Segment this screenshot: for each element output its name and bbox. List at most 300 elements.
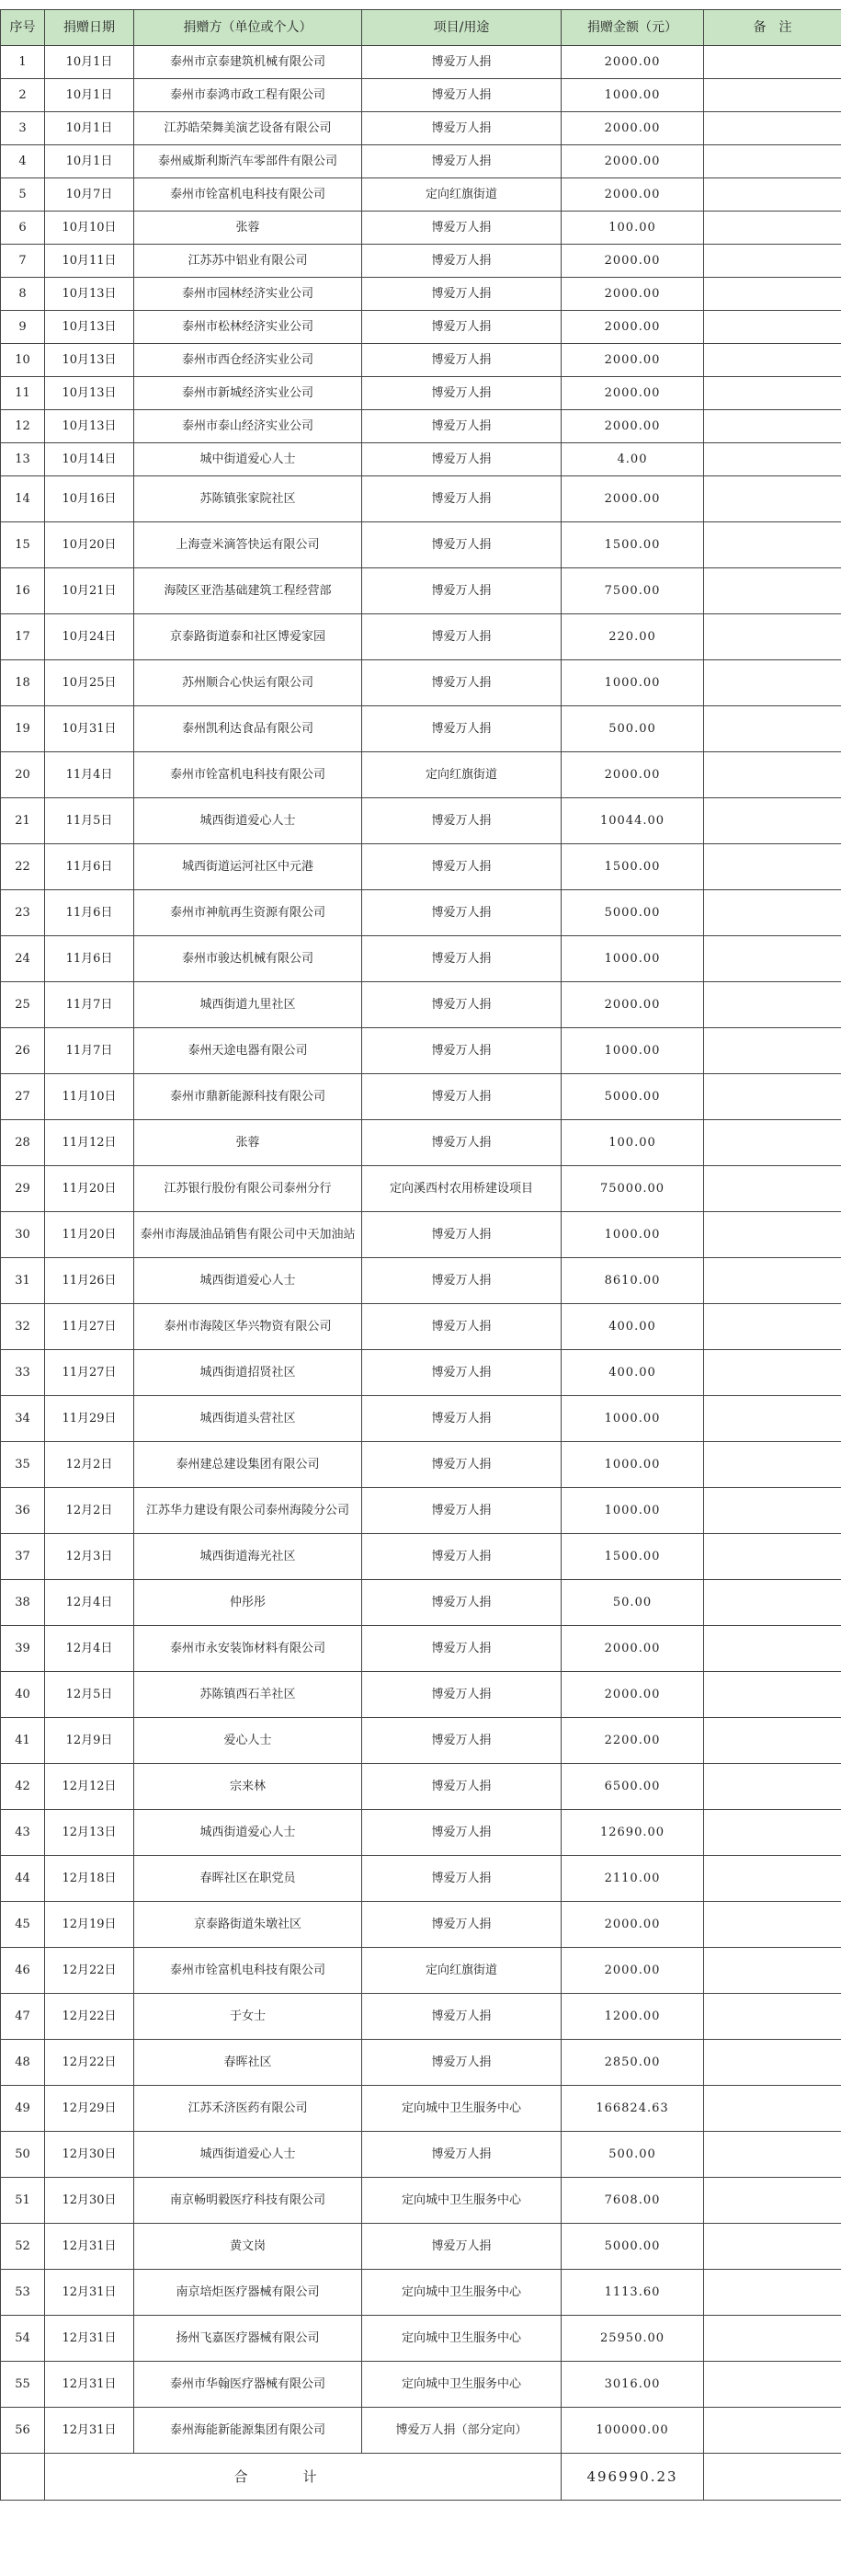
table-row <box>1 1304 841 1350</box>
cell-donor: 江苏苏中铝业有限公司 <box>134 245 362 278</box>
cell-remark <box>704 890 841 936</box>
cell-amount: 6500.00 <box>562 1764 704 1810</box>
total-seq-cell <box>1 2454 45 2501</box>
cell-remark <box>704 2316 841 2362</box>
cell-date: 10月1日 <box>45 46 134 79</box>
cell-donor: 上海壹米滴答快运有限公司 <box>134 522 362 568</box>
cell-donor: 泰州市园林经济实业公司 <box>134 278 362 311</box>
cell-remark <box>704 1672 841 1718</box>
cell-purpose: 博爱万人捐 <box>362 798 562 844</box>
cell-donor: 城西街道爱心人士 <box>134 2132 362 2178</box>
cell-purpose: 定向城中卫生服务中心 <box>362 2178 562 2224</box>
cell-amount: 166824.63 <box>562 2086 704 2132</box>
cell-seq: 27 <box>1 1074 45 1120</box>
table-row <box>1 2316 841 2362</box>
cell-purpose: 定向城中卫生服务中心 <box>362 2270 562 2316</box>
table-row <box>1 1442 841 1488</box>
cell-date: 11月6日 <box>45 890 134 936</box>
cell-purpose: 博爱万人捐 <box>362 2224 562 2270</box>
cell-remark <box>704 344 841 377</box>
table-row <box>1 311 841 344</box>
cell-donor: 泰州市松林经济实业公司 <box>134 311 362 344</box>
cell-donor: 泰州市铨富机电科技有限公司 <box>134 752 362 798</box>
cell-remark <box>704 178 841 212</box>
cell-amount: 2000.00 <box>562 476 704 522</box>
cell-amount: 2000.00 <box>562 145 704 178</box>
cell-remark <box>704 2270 841 2316</box>
cell-purpose: 博爱万人捐 <box>362 79 562 112</box>
cell-seq: 33 <box>1 1350 45 1396</box>
cell-remark <box>704 311 841 344</box>
cell-purpose: 博爱万人捐 <box>362 245 562 278</box>
cell-purpose: 博爱万人捐 <box>362 890 562 936</box>
cell-purpose: 博爱万人捐 <box>362 377 562 410</box>
cell-seq: 47 <box>1 1994 45 2040</box>
cell-donor: 城西街道招贤社区 <box>134 1350 362 1396</box>
cell-amount: 2200.00 <box>562 1718 704 1764</box>
cell-date: 12月31日 <box>45 2316 134 2362</box>
cell-amount: 75000.00 <box>562 1166 704 1212</box>
cell-date: 10月10日 <box>45 212 134 245</box>
cell-amount: 2000.00 <box>562 377 704 410</box>
cell-date: 11月6日 <box>45 844 134 890</box>
cell-amount: 5000.00 <box>562 1074 704 1120</box>
cell-remark <box>704 1718 841 1764</box>
cell-amount: 10044.00 <box>562 798 704 844</box>
cell-donor: 泰州市华翰医疗器械有限公司 <box>134 2362 362 2408</box>
cell-purpose: 博爱万人捐 <box>362 1672 562 1718</box>
total-label: 合计 <box>45 2454 562 2501</box>
cell-seq: 52 <box>1 2224 45 2270</box>
cell-amount: 2000.00 <box>562 112 704 145</box>
table-row <box>1 410 841 443</box>
cell-purpose: 博爱万人捐 <box>362 410 562 443</box>
cell-remark <box>704 112 841 145</box>
cell-amount: 7608.00 <box>562 2178 704 2224</box>
cell-seq: 32 <box>1 1304 45 1350</box>
table-row <box>1 1580 841 1626</box>
cell-remark <box>704 706 841 752</box>
cell-seq: 30 <box>1 1212 45 1258</box>
cell-date: 12月31日 <box>45 2408 134 2454</box>
cell-seq: 38 <box>1 1580 45 1626</box>
table-row <box>1 522 841 568</box>
header-date: 捐赠日期 <box>45 10 134 46</box>
header-row <box>1 10 841 46</box>
cell-seq: 51 <box>1 2178 45 2224</box>
cell-seq: 3 <box>1 112 45 145</box>
cell-remark <box>704 46 841 79</box>
cell-purpose: 定向城中卫生服务中心 <box>362 2316 562 2362</box>
cell-seq: 53 <box>1 2270 45 2316</box>
cell-remark <box>704 936 841 982</box>
cell-donor: 泰州威斯利斯汽车零部件有限公司 <box>134 145 362 178</box>
cell-donor: 爱心人士 <box>134 1718 362 1764</box>
cell-donor: 仲彤彤 <box>134 1580 362 1626</box>
cell-seq: 44 <box>1 1856 45 1902</box>
table-header <box>1 10 841 46</box>
cell-donor: 江苏银行股份有限公司泰州分行 <box>134 1166 362 1212</box>
cell-seq: 54 <box>1 2316 45 2362</box>
cell-amount: 1500.00 <box>562 844 704 890</box>
cell-seq: 49 <box>1 2086 45 2132</box>
cell-amount: 1000.00 <box>562 1396 704 1442</box>
cell-remark <box>704 1442 841 1488</box>
cell-seq: 28 <box>1 1120 45 1166</box>
cell-date: 10月1日 <box>45 79 134 112</box>
cell-donor: 城中街道爱心人士 <box>134 443 362 476</box>
cell-date: 12月31日 <box>45 2224 134 2270</box>
cell-donor: 泰州市铨富机电科技有限公司 <box>134 1948 362 1994</box>
cell-remark <box>704 1258 841 1304</box>
cell-amount: 500.00 <box>562 706 704 752</box>
cell-amount: 2110.00 <box>562 1856 704 1902</box>
cell-seq: 20 <box>1 752 45 798</box>
table-row <box>1 2408 841 2454</box>
cell-seq: 8 <box>1 278 45 311</box>
cell-donor: 泰州市海陵区华兴物资有限公司 <box>134 1304 362 1350</box>
cell-purpose: 博爱万人捐 <box>362 1028 562 1074</box>
cell-remark <box>704 1120 841 1166</box>
cell-amount: 220.00 <box>562 614 704 660</box>
cell-amount: 100.00 <box>562 1120 704 1166</box>
table-row <box>1 1810 841 1856</box>
cell-remark <box>704 752 841 798</box>
cell-date: 10月16日 <box>45 476 134 522</box>
table-row <box>1 2132 841 2178</box>
cell-purpose: 博爱万人捐 <box>362 1258 562 1304</box>
table-row <box>1 2178 841 2224</box>
cell-amount: 1113.60 <box>562 2270 704 2316</box>
cell-amount: 7500.00 <box>562 568 704 614</box>
cell-amount: 500.00 <box>562 2132 704 2178</box>
table-row <box>1 377 841 410</box>
cell-purpose: 定向城中卫生服务中心 <box>362 2086 562 2132</box>
cell-amount: 2000.00 <box>562 245 704 278</box>
cell-date: 12月30日 <box>45 2132 134 2178</box>
cell-date: 12月31日 <box>45 2362 134 2408</box>
cell-date: 11月5日 <box>45 798 134 844</box>
cell-donor: 苏州顺合心快运有限公司 <box>134 660 362 706</box>
cell-date: 11月4日 <box>45 752 134 798</box>
cell-seq: 35 <box>1 1442 45 1488</box>
cell-purpose: 博爱万人捐 <box>362 1534 562 1580</box>
cell-date: 10月1日 <box>45 145 134 178</box>
cell-amount: 2000.00 <box>562 1672 704 1718</box>
cell-donor: 海陵区亚浩基础建筑工程经营部 <box>134 568 362 614</box>
cell-remark <box>704 2408 841 2454</box>
cell-donor: 泰州市泰山经济实业公司 <box>134 410 362 443</box>
cell-purpose: 博爱万人捐 <box>362 522 562 568</box>
cell-amount: 5000.00 <box>562 890 704 936</box>
cell-purpose: 博爱万人捐 <box>362 145 562 178</box>
table-row <box>1 568 841 614</box>
table-row <box>1 2086 841 2132</box>
cell-seq: 25 <box>1 982 45 1028</box>
cell-donor: 泰州市泰鸿市政工程有限公司 <box>134 79 362 112</box>
cell-seq: 10 <box>1 344 45 377</box>
cell-purpose: 博爱万人捐 <box>362 1810 562 1856</box>
table-row <box>1 1856 841 1902</box>
cell-remark <box>704 1166 841 1212</box>
cell-purpose: 博爱万人捐 <box>362 1074 562 1120</box>
table-row <box>1 1258 841 1304</box>
cell-amount: 1000.00 <box>562 1442 704 1488</box>
cell-amount: 400.00 <box>562 1304 704 1350</box>
cell-purpose: 博爱万人捐 <box>362 1718 562 1764</box>
cell-amount: 2850.00 <box>562 2040 704 2086</box>
cell-date: 12月2日 <box>45 1488 134 1534</box>
table-row <box>1 476 841 522</box>
cell-date: 12月4日 <box>45 1626 134 1672</box>
cell-donor: 江苏华力建设有限公司泰州海陵分公司 <box>134 1488 362 1534</box>
cell-donor: 江苏皓荣舞美演艺设备有限公司 <box>134 112 362 145</box>
cell-donor: 泰州市铨富机电科技有限公司 <box>134 178 362 212</box>
cell-purpose: 博爱万人捐 <box>362 1120 562 1166</box>
cell-donor: 泰州市京泰建筑机械有限公司 <box>134 46 362 79</box>
cell-date: 12月29日 <box>45 2086 134 2132</box>
cell-purpose: 博爱万人捐 <box>362 1626 562 1672</box>
cell-date: 11月20日 <box>45 1166 134 1212</box>
table-row <box>1 1672 841 1718</box>
cell-donor: 春晖社区 <box>134 2040 362 2086</box>
cell-remark <box>704 145 841 178</box>
cell-date: 11月10日 <box>45 1074 134 1120</box>
cell-purpose: 博爱万人捐 <box>362 1350 562 1396</box>
cell-date: 12月5日 <box>45 1672 134 1718</box>
cell-remark <box>704 522 841 568</box>
table-row <box>1 212 841 245</box>
table-row <box>1 844 841 890</box>
cell-purpose: 博爱万人捐 <box>362 1764 562 1810</box>
cell-amount: 2000.00 <box>562 1948 704 1994</box>
cell-amount: 2000.00 <box>562 752 704 798</box>
cell-amount: 1000.00 <box>562 79 704 112</box>
cell-seq: 17 <box>1 614 45 660</box>
cell-amount: 50.00 <box>562 1580 704 1626</box>
cell-donor: 城西街道爱心人士 <box>134 798 362 844</box>
cell-amount: 2000.00 <box>562 410 704 443</box>
cell-donor: 苏陈镇张家院社区 <box>134 476 362 522</box>
cell-donor: 江苏禾济医药有限公司 <box>134 2086 362 2132</box>
cell-seq: 55 <box>1 2362 45 2408</box>
table-row <box>1 1074 841 1120</box>
cell-donor: 苏陈镇西石羊社区 <box>134 1672 362 1718</box>
table-row <box>1 1764 841 1810</box>
table-row <box>1 1028 841 1074</box>
cell-donor: 泰州市骏达机械有限公司 <box>134 936 362 982</box>
cell-amount: 1000.00 <box>562 1212 704 1258</box>
cell-donor: 泰州市永安装饰材料有限公司 <box>134 1626 362 1672</box>
cell-date: 10月13日 <box>45 311 134 344</box>
cell-purpose: 博爱万人捐 <box>362 278 562 311</box>
table-row <box>1 443 841 476</box>
cell-remark <box>704 1764 841 1810</box>
cell-date: 12月13日 <box>45 1810 134 1856</box>
table-row <box>1 145 841 178</box>
cell-seq: 9 <box>1 311 45 344</box>
header-seq: 序号 <box>1 10 45 46</box>
header-remark: 备 注 <box>704 10 841 46</box>
cell-amount: 2000.00 <box>562 1902 704 1948</box>
cell-remark <box>704 1396 841 1442</box>
cell-date: 10月13日 <box>45 410 134 443</box>
cell-remark <box>704 1856 841 1902</box>
table-row <box>1 706 841 752</box>
table-row <box>1 890 841 936</box>
cell-seq: 39 <box>1 1626 45 1672</box>
cell-seq: 1 <box>1 46 45 79</box>
cell-remark <box>704 1994 841 2040</box>
cell-amount: 400.00 <box>562 1350 704 1396</box>
cell-purpose: 博爱万人捐 <box>362 1212 562 1258</box>
cell-date: 12月2日 <box>45 1442 134 1488</box>
cell-amount: 2000.00 <box>562 46 704 79</box>
total-remark-cell <box>704 2454 841 2501</box>
cell-remark <box>704 443 841 476</box>
cell-donor: 扬州飞嘉医疗器械有限公司 <box>134 2316 362 2362</box>
cell-donor: 泰州市海晟油品销售有限公司中天加油站 <box>134 1212 362 1258</box>
cell-purpose: 博爱万人捐 <box>362 311 562 344</box>
cell-purpose: 博爱万人捐 <box>362 614 562 660</box>
cell-date: 10月1日 <box>45 112 134 145</box>
table-row <box>1 2270 841 2316</box>
cell-seq: 29 <box>1 1166 45 1212</box>
cell-remark <box>704 1626 841 1672</box>
cell-remark <box>704 377 841 410</box>
table-row <box>1 936 841 982</box>
table-row <box>1 752 841 798</box>
cell-donor: 泰州市西仓经济实业公司 <box>134 344 362 377</box>
cell-remark <box>704 476 841 522</box>
table-row <box>1 1488 841 1534</box>
cell-donor: 春晖社区在职党员 <box>134 1856 362 1902</box>
cell-seq: 11 <box>1 377 45 410</box>
cell-seq: 37 <box>1 1534 45 1580</box>
cell-amount: 5000.00 <box>562 2224 704 2270</box>
cell-date: 10月20日 <box>45 522 134 568</box>
cell-date: 12月9日 <box>45 1718 134 1764</box>
cell-seq: 26 <box>1 1028 45 1074</box>
cell-remark <box>704 410 841 443</box>
cell-donor: 城西街道头营社区 <box>134 1396 362 1442</box>
cell-amount: 2000.00 <box>562 344 704 377</box>
cell-seq: 13 <box>1 443 45 476</box>
cell-remark <box>704 844 841 890</box>
cell-date: 10月7日 <box>45 178 134 212</box>
cell-date: 11月7日 <box>45 982 134 1028</box>
cell-donor: 黄文岗 <box>134 2224 362 2270</box>
cell-remark <box>704 1074 841 1120</box>
cell-amount: 2000.00 <box>562 278 704 311</box>
cell-seq: 6 <box>1 212 45 245</box>
cell-donor: 泰州市神航再生资源有限公司 <box>134 890 362 936</box>
table-row <box>1 46 841 79</box>
cell-purpose: 定向红旗街道 <box>362 1948 562 1994</box>
cell-purpose: 博爱万人捐 <box>362 844 562 890</box>
header-purpose: 项目/用途 <box>362 10 562 46</box>
cell-seq: 41 <box>1 1718 45 1764</box>
cell-amount: 1000.00 <box>562 660 704 706</box>
cell-amount: 2000.00 <box>562 1626 704 1672</box>
cell-seq: 56 <box>1 2408 45 2454</box>
cell-seq: 23 <box>1 890 45 936</box>
cell-remark <box>704 212 841 245</box>
cell-purpose: 博爱万人捐 <box>362 1488 562 1534</box>
cell-purpose: 博爱万人捐 <box>362 1580 562 1626</box>
cell-donor: 于女士 <box>134 1994 362 2040</box>
cell-purpose: 博爱万人捐 <box>362 1442 562 1488</box>
header-donor: 捐赠方（单位或个人） <box>134 10 362 46</box>
cell-amount: 100000.00 <box>562 2408 704 2454</box>
cell-remark <box>704 79 841 112</box>
table-row <box>1 245 841 278</box>
cell-amount: 4.00 <box>562 443 704 476</box>
cell-donor: 泰州海能新能源集团有限公司 <box>134 2408 362 2454</box>
cell-date: 12月22日 <box>45 2040 134 2086</box>
cell-date: 10月14日 <box>45 443 134 476</box>
cell-purpose: 定向红旗街道 <box>362 752 562 798</box>
cell-remark <box>704 1810 841 1856</box>
table-row <box>1 1350 841 1396</box>
cell-purpose: 定向红旗街道 <box>362 178 562 212</box>
cell-amount: 8610.00 <box>562 1258 704 1304</box>
cell-donor: 宗来林 <box>134 1764 362 1810</box>
cell-amount: 100.00 <box>562 212 704 245</box>
cell-remark <box>704 278 841 311</box>
cell-donor: 南京培炬医疗器械有限公司 <box>134 2270 362 2316</box>
cell-date: 10月13日 <box>45 344 134 377</box>
cell-date: 10月13日 <box>45 278 134 311</box>
cell-remark <box>704 1028 841 1074</box>
cell-amount: 2000.00 <box>562 311 704 344</box>
cell-remark <box>704 2178 841 2224</box>
cell-remark <box>704 1902 841 1948</box>
cell-donor: 城西街道运河社区中元港 <box>134 844 362 890</box>
cell-seq: 46 <box>1 1948 45 1994</box>
cell-amount: 2000.00 <box>562 178 704 212</box>
cell-remark <box>704 568 841 614</box>
cell-purpose: 博爱万人捐 <box>362 1856 562 1902</box>
cell-purpose: 博爱万人捐 <box>362 2040 562 2086</box>
cell-purpose: 博爱万人捐 <box>362 476 562 522</box>
cell-date: 10月11日 <box>45 245 134 278</box>
total-amount: 496990.23 <box>562 2454 704 2501</box>
table-row <box>1 278 841 311</box>
cell-purpose: 博爱万人捐 <box>362 2132 562 2178</box>
table-row <box>1 1120 841 1166</box>
cell-seq: 36 <box>1 1488 45 1534</box>
table-row <box>1 660 841 706</box>
total-row <box>1 2454 841 2501</box>
cell-date: 11月29日 <box>45 1396 134 1442</box>
cell-seq: 22 <box>1 844 45 890</box>
cell-purpose: 博爱万人捐 <box>362 212 562 245</box>
cell-amount: 1500.00 <box>562 522 704 568</box>
table-row <box>1 1948 841 1994</box>
cell-remark <box>704 982 841 1028</box>
cell-date: 11月20日 <box>45 1212 134 1258</box>
cell-seq: 18 <box>1 660 45 706</box>
cell-date: 10月31日 <box>45 706 134 752</box>
cell-date: 10月24日 <box>45 614 134 660</box>
cell-purpose: 博爱万人捐 <box>362 706 562 752</box>
cell-remark <box>704 1304 841 1350</box>
cell-date: 12月22日 <box>45 1948 134 1994</box>
cell-seq: 50 <box>1 2132 45 2178</box>
cell-remark <box>704 2224 841 2270</box>
cell-purpose: 定向溪西村农用桥建设项目 <box>362 1166 562 1212</box>
